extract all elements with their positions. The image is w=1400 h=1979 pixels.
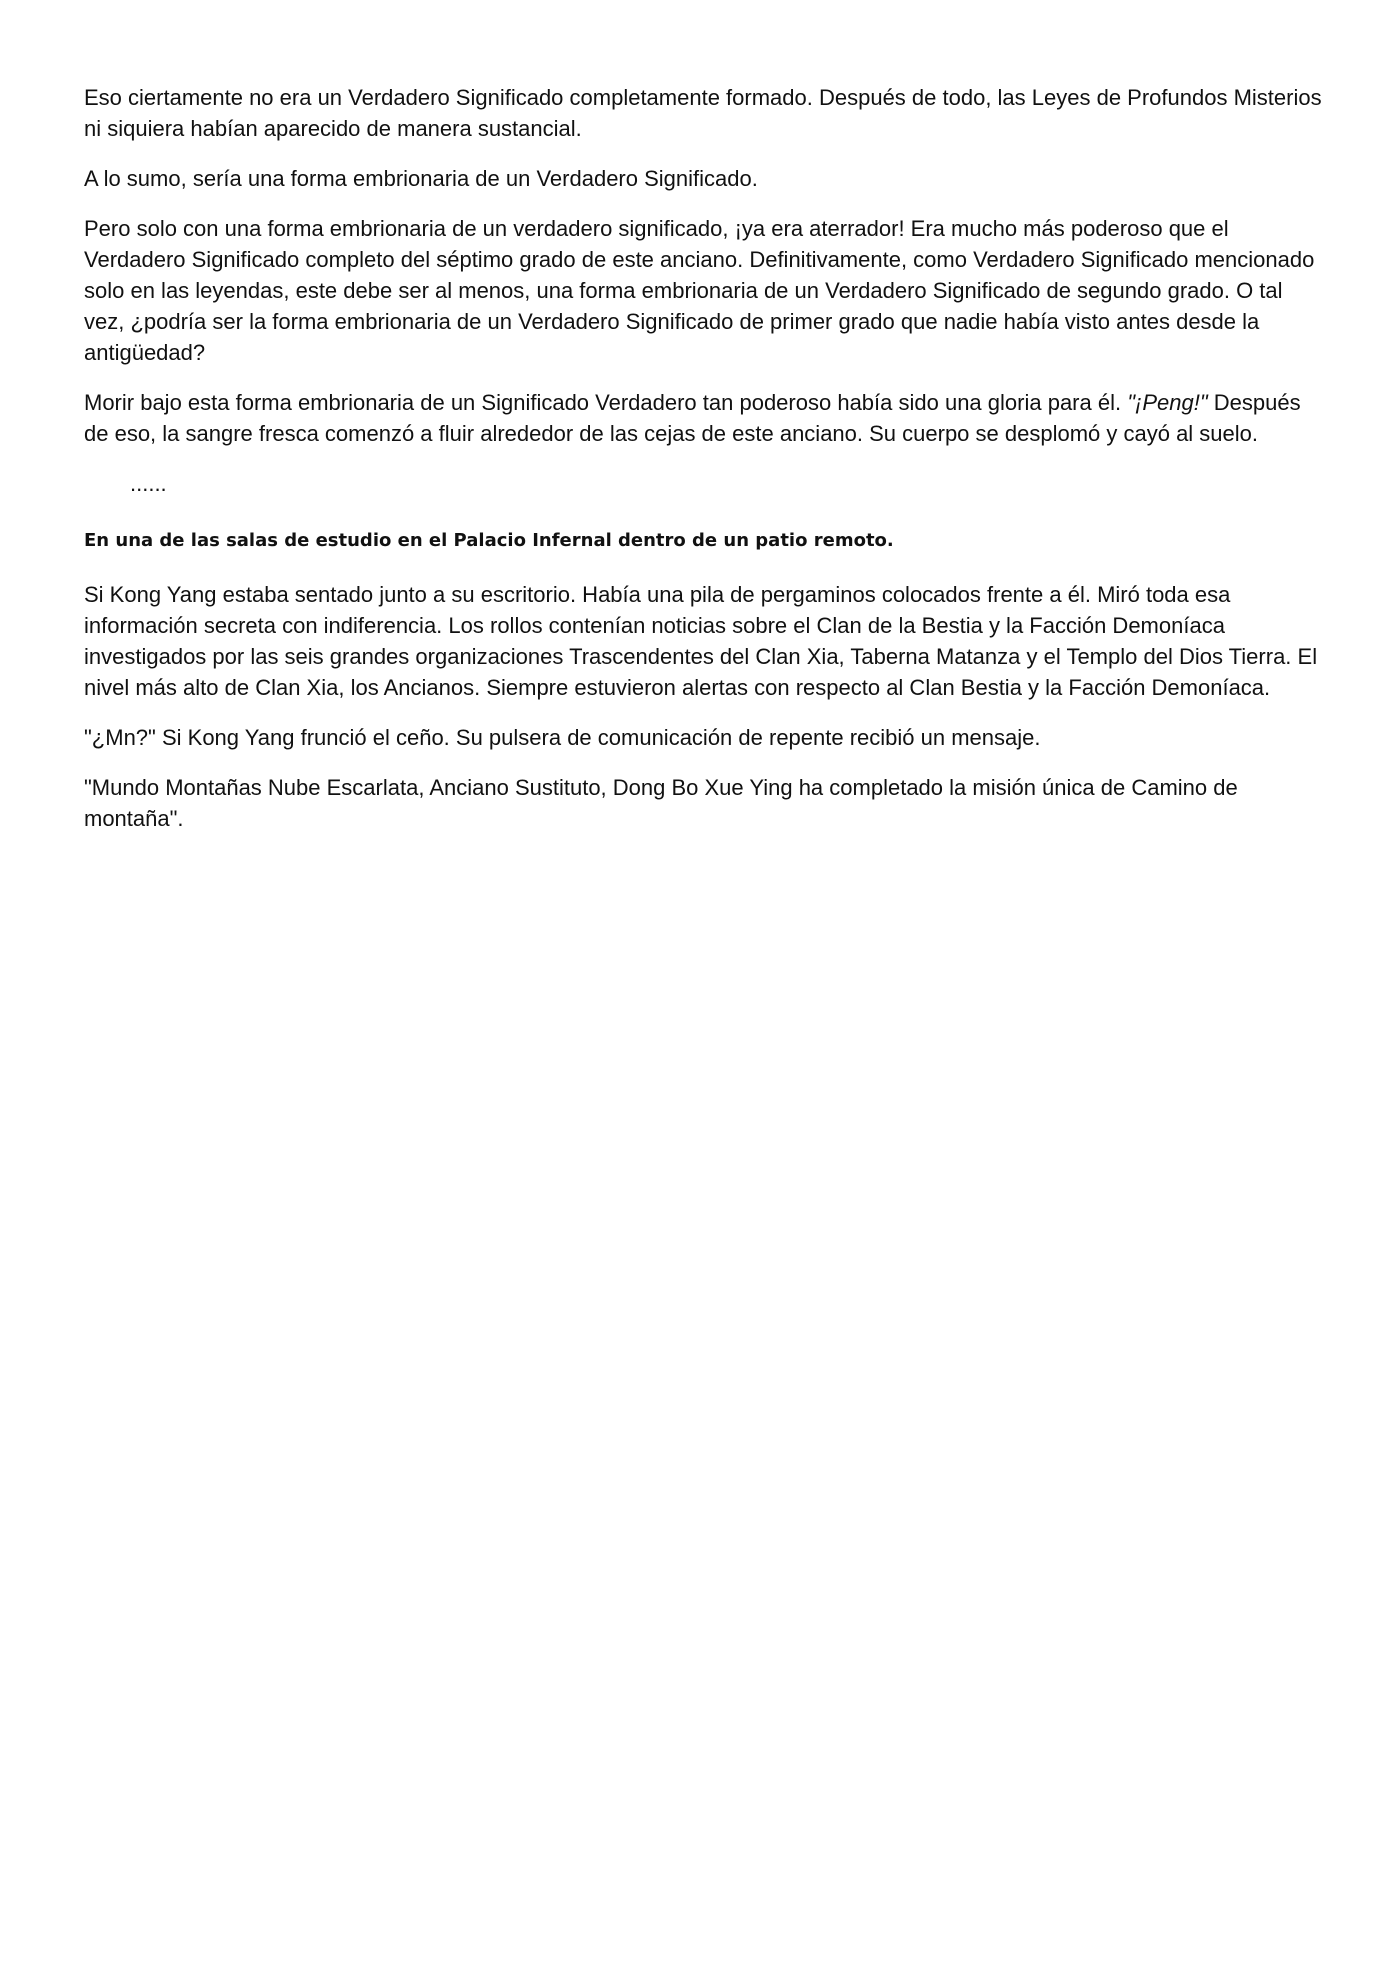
paragraph — [84, 387, 1324, 449]
paragraph: A lo sumo, sería una forma embrionaria de un Verdadero Significado. — [84, 166, 758, 191]
section-heading: En una de las salas de estudio en el Palacio Infernal dentro de un patio remoto. — [84, 530, 894, 551]
paragraph: Si Kong Yang estaba sentado junto a su escritorio. Había una pila de pergaminos colocados frente a él. Miró toda esa información secreta con indiferencia. Los rollos contenían noticias sobre el Clan de la Bestia y la Facción Demoníaca investigados por las seis grandes organizaciones Trascendentes del Clan Xia, Taberna Matanza y el Templo del Dios Tierra. El nivel más alto de Clan Xia, los Ancianos. Siempre estuvieron alertas con respecto al Clan Bestia y la Facción Demoníaca. — [84, 582, 1318, 700]
paragraph-text: Morir bajo esta forma embrionaria de un Significado Verdadero tan poderoso había sido una gloria para él. — [84, 390, 1128, 415]
paragraph: Eso ciertamente no era un Verdadero Significado completamente formado. Después de todo, las Leyes de Profundos Misterios ni siquiera habían aparecido de manera sustancial. — [84, 85, 1322, 141]
paragraph-text: Después de eso, la sangre fresca comenzó a fluir alrededor de las cejas de este anciano. Su cuerpo se desplomó y cayó al suelo. — [84, 390, 1301, 446]
paragraph: Pero solo con una forma embrionaria de un verdadero significado, ¡ya era aterrador! Era mucho más poderoso que el Verdadero Significado completo del séptimo grado de este anciano. Definitivamente, como Verdadero Significado mencionado solo en las leyendas, este debe ser al menos, una forma embrionaria de un Verdadero Significado de segundo grado. O tal vez, ¿podría ser la forma embrionaria de un Verdadero Significado de primer grado que nadie había visto antes desde la antigüedad? — [84, 216, 1315, 365]
document-page — [84, 82, 1324, 853]
italic-exclamation: "¡Peng!" — [1127, 390, 1208, 415]
paragraph: "¿Mn?" Si Kong Yang frunció el ceño. Su pulsera de comunicación de repente recibió un mensaje. — [84, 725, 1041, 750]
scene-break: ...... — [130, 471, 167, 496]
paragraph: "Mundo Montañas Nube Escarlata, Anciano Sustituto, Dong Bo Xue Ying ha completado la misión única de Camino de montaña". — [84, 775, 1238, 831]
